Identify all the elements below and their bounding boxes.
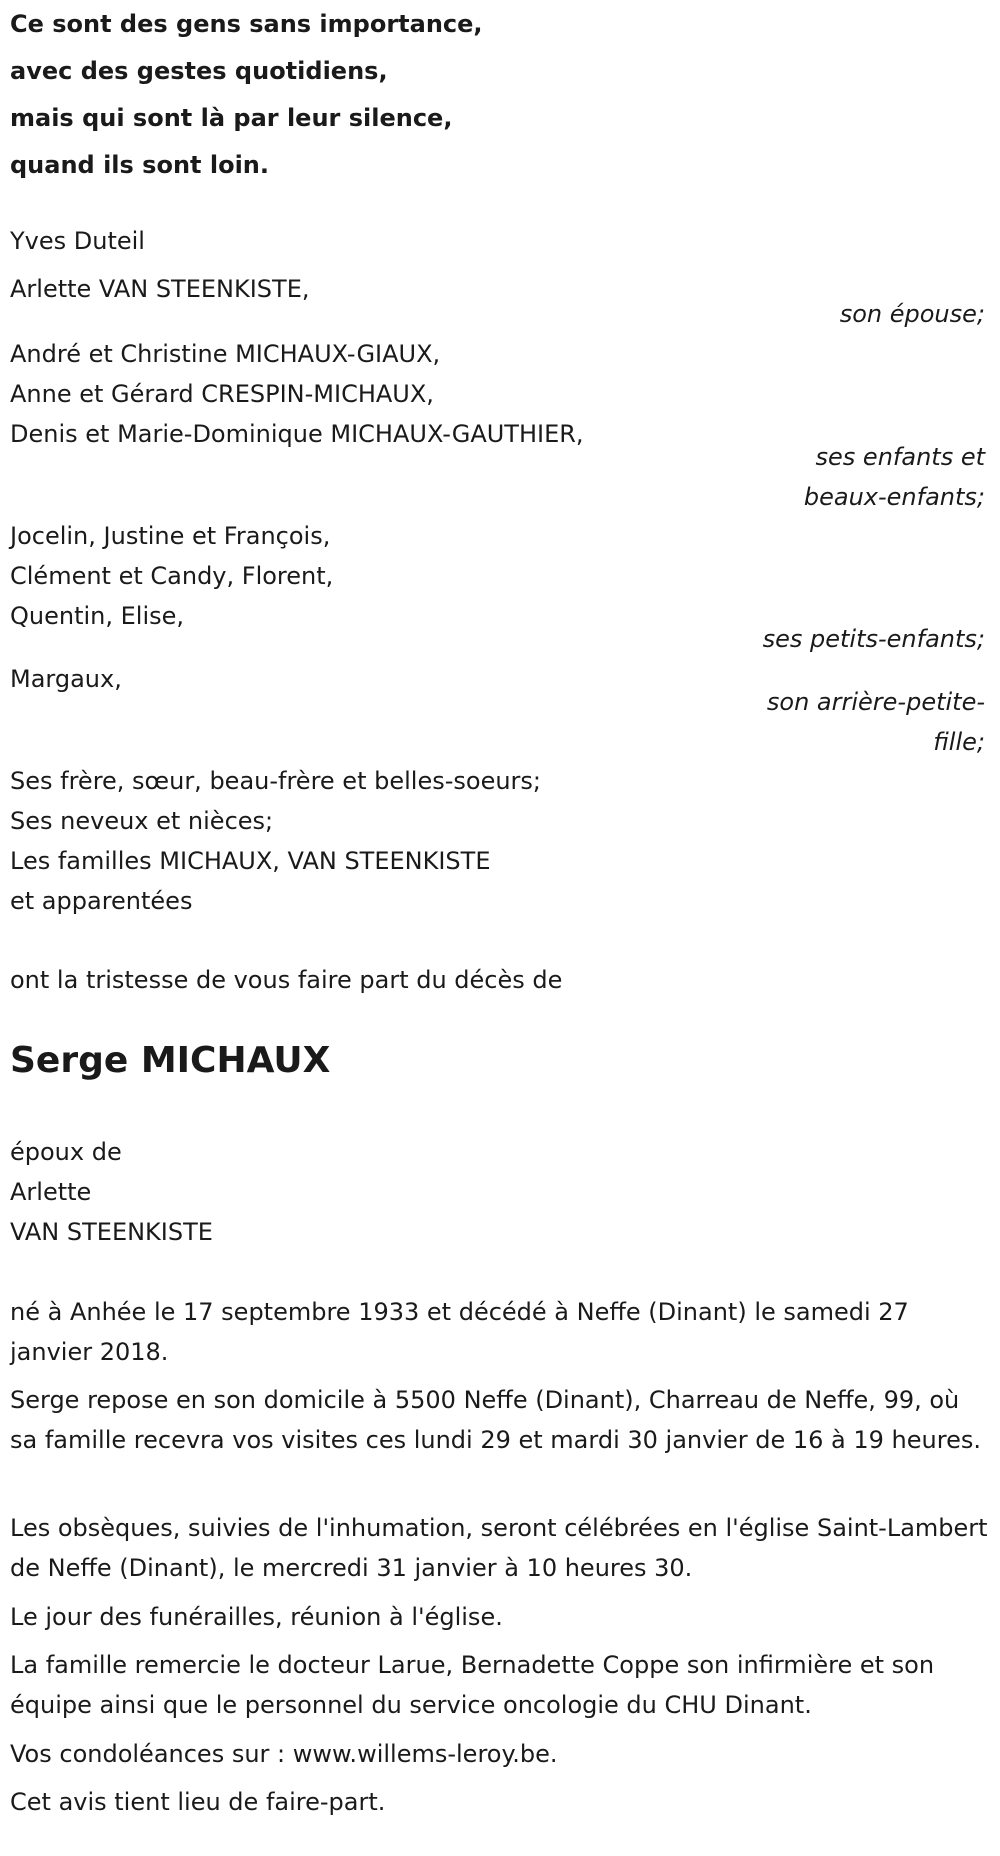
paragraph-funeral: Les obsèques, suivies de l'inhumation, seront célébrées en l'église Saint-Lambert de Neffe (Dinant), le mercredi 31 janvier à 10 heures 30. bbox=[10, 1514, 988, 1582]
poem-author: Yves Duteil bbox=[10, 227, 145, 255]
child-name: Anne et Gérard CRESPIN-MICHAUX, bbox=[10, 380, 434, 408]
spouse-name: Arlette VAN STEENKISTE, bbox=[10, 275, 310, 303]
great-grandchild-name: Margaux, bbox=[10, 665, 122, 693]
poem-line: avec des gestes quotidiens, bbox=[10, 57, 388, 85]
poem-line: Ce sont des gens sans importance, bbox=[10, 10, 483, 38]
paragraph-notice: Cet avis tient lieu de faire-part. bbox=[10, 1788, 386, 1816]
spouse-label: son épouse; bbox=[839, 300, 985, 328]
children-label: ses enfants et bbox=[815, 443, 985, 471]
children-label: beaux-enfants; bbox=[803, 483, 985, 511]
spouse-of-line: époux de bbox=[10, 1138, 122, 1166]
grandchildren-label: ses petits-enfants; bbox=[762, 625, 985, 653]
family-line: Ses frère, sœur, beau-frère et belles-soeurs; bbox=[10, 767, 541, 795]
announcement-text: ont la tristesse de vous faire part du décès de bbox=[10, 966, 563, 994]
poem-line: mais qui sont là par leur silence, bbox=[10, 104, 453, 132]
poem-line: quand ils sont loin. bbox=[10, 151, 270, 179]
paragraph-birth-death: né à Anhée le 17 septembre 1933 et décédé à Neffe (Dinant) le samedi 27 janvier 2018. bbox=[10, 1298, 909, 1366]
family-line: Les familles MICHAUX, VAN STEENKISTE bbox=[10, 847, 491, 875]
grandchild-name: Quentin, Elise, bbox=[10, 602, 185, 630]
paragraph-condolences: Vos condoléances sur : www.willems-leroy.be. bbox=[10, 1740, 558, 1768]
great-grandchildren-label: son arrière-petite- bbox=[766, 688, 985, 716]
paragraph-visitation: Serge repose en son domicile à 5500 Neffe (Dinant), Charreau de Neffe, 99, où sa famille recevra vos visites ces lundi 29 et mardi 30 janvier de 16 à 19 heures. bbox=[10, 1386, 981, 1454]
deceased-name: Serge MICHAUX bbox=[10, 1040, 331, 1081]
child-name: André et Christine MICHAUX-GIAUX, bbox=[10, 340, 441, 368]
spouse-of-line: VAN STEENKISTE bbox=[10, 1218, 213, 1246]
grandchild-name: Jocelin, Justine et François, bbox=[10, 522, 331, 550]
child-name: Denis et Marie-Dominique MICHAUX-GAUTHIER, bbox=[10, 420, 584, 448]
paragraph-thanks: La famille remercie le docteur Larue, Bernadette Coppe son infirmière et son équipe ainsi que le personnel du service oncologie du CHU Dinant. bbox=[10, 1651, 935, 1719]
grandchild-name: Clément et Candy, Florent, bbox=[10, 562, 334, 590]
family-line: Ses neveux et nièces; bbox=[10, 807, 274, 835]
great-grandchildren-label: fille; bbox=[933, 728, 985, 756]
spouse-of-line: Arlette bbox=[10, 1178, 92, 1206]
paragraph-meeting: Le jour des funérailles, réunion à l'église. bbox=[10, 1603, 503, 1631]
family-line: et apparentées bbox=[10, 887, 193, 915]
